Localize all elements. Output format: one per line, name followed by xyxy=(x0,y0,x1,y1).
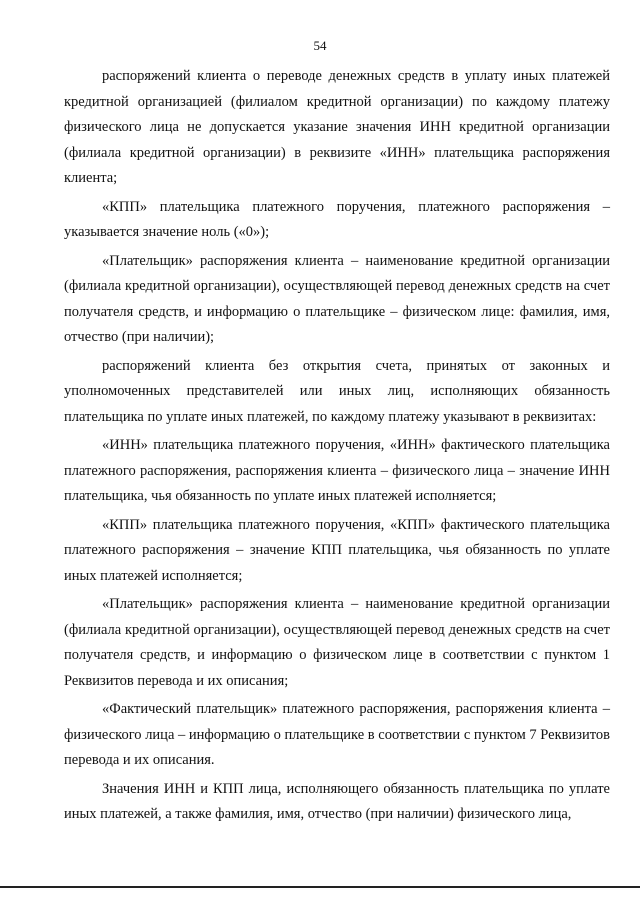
paragraph-2: «КПП» плательщика платежного поручения, платежного распоряжения – указывается значение ноль («0»); xyxy=(64,198,610,240)
document-body xyxy=(64,64,610,828)
paragraph-6: «КПП» плательщика платежного поручения, «КПП» фактического плательщика платежного распоряжения – значение КПП плательщика, чья обязанность по уплате иных платежей исполняется; xyxy=(64,516,610,584)
scan-bottom-edge xyxy=(0,886,640,888)
paragraph-4: распоряжений клиента без открытия счета, принятых от законных и уполномоченных представителей или иных лиц, исполняющих обязанность плательщика по уплате иных платежей, по каждому платежу указывают в реквизитах: xyxy=(64,357,610,425)
paragraph-3: «Плательщик» распоряжения клиента – наименование кредитной организации (филиала кредитной организации), осуществляющей перевод денежных средств на счет получателя средств, и информацию о плательщике – физическом лице: фамилия, имя, отчество (при наличии); xyxy=(64,252,610,345)
paragraph-5: «ИНН» плательщика платежного поручения, «ИНН» фактического плательщика платежного распоряжения, распоряжения клиента – физического лица – значение ИНН плательщика, чья обязанность по уплате иных платежей исполняется; xyxy=(64,437,610,504)
paragraph-9: Значения ИНН и КПП лица, исполняющего обязанность плательщика по уплате иных платежей, а также фамилия, имя, отчество (при наличии) физического лица, xyxy=(64,780,610,822)
paragraph-7: «Плательщик» распоряжения клиента – наименование кредитной организации (филиала кредитной организации), осуществляющей перевод денежных средств на счет получателя средств, и информацию о физическом лице в соответствии с пунктом 1 Реквизитов перевода и их описания; xyxy=(64,596,610,689)
paragraph-8: «Фактический плательщик» платежного распоряжения, распоряжения клиента – физического лица – информацию о плательщике в соответствии с пунктом 7 Реквизитов перевода и их описания. xyxy=(64,701,610,768)
page-number: 54 xyxy=(313,38,327,53)
paragraph-1: распоряжений клиента о переводе денежных средств в уплату иных платежей кредитной организацией (филиалом кредитной организации) по каждому платежу физического лица не допускается указание значения ИНН кредитной организации (филиала кредитной организации) в реквизите «ИНН» плательщика распоряжения клиента; xyxy=(64,68,610,186)
